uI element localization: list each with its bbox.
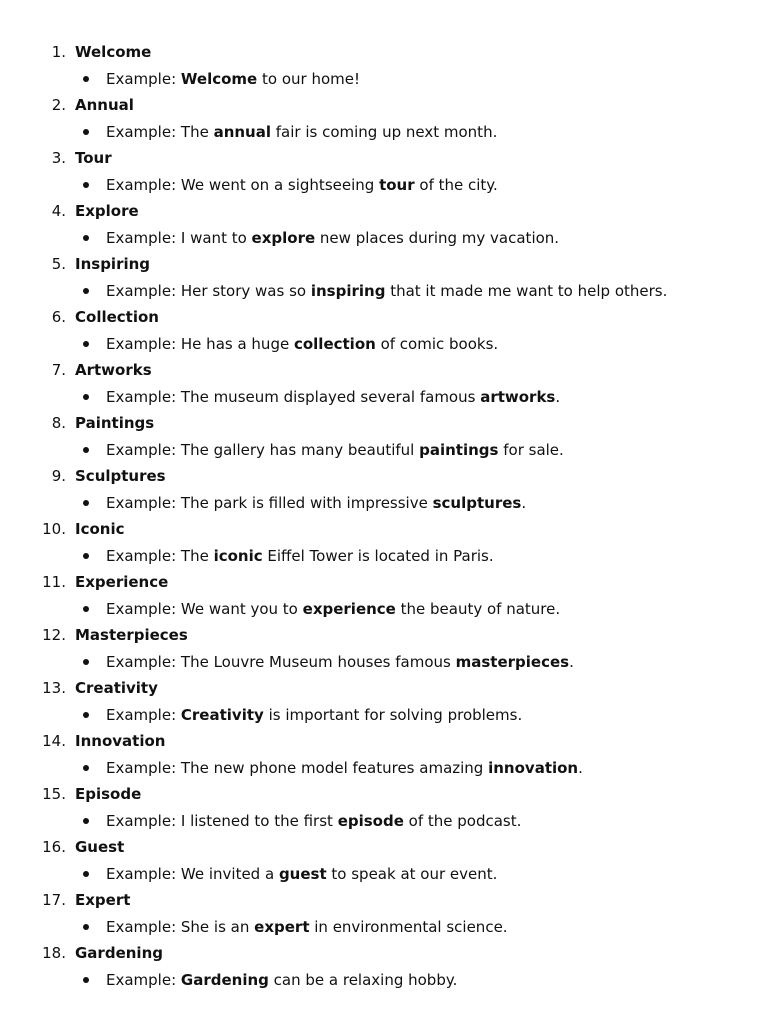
example-label: Example: [106, 705, 181, 724]
vocabulary-term: Guest [75, 838, 125, 856]
bullet-icon [83, 871, 89, 877]
vocabulary-term: Experience [75, 573, 169, 591]
example-text-after: can be a relaxing hobby. [268, 970, 458, 989]
bullet-icon [83, 818, 89, 824]
example-text-after: the beauty of nature. [395, 599, 561, 618]
example-text-before: I listened to the first [180, 811, 338, 830]
example-label: Example: [106, 970, 181, 989]
list-item-number: 8. [51, 414, 66, 432]
vocabulary-term: Artworks [75, 361, 152, 379]
vocabulary-term: Creativity [75, 679, 158, 697]
bullet-icon [83, 394, 89, 400]
example-keyword: collection [293, 334, 376, 353]
example-label: Example: [106, 228, 181, 247]
vocabulary-term: Annual [75, 96, 134, 114]
example-text-before: He has a huge [180, 334, 294, 353]
bullet-icon [83, 924, 89, 930]
vocabulary-term: Masterpieces [75, 626, 188, 644]
example-label: Example: [106, 864, 181, 883]
example-label: Example: [106, 493, 181, 512]
list-item-number: 17. [42, 891, 66, 909]
example-sentence [106, 333, 498, 355]
example-text-after: is important for solving problems. [263, 705, 523, 724]
example-sentence [106, 492, 526, 514]
list-item-number: 1. [51, 43, 66, 61]
list-item-number: 14. [42, 732, 66, 750]
example-sentence [106, 969, 457, 991]
example-label: Example: [106, 69, 181, 88]
list-item-number: 12. [42, 626, 66, 644]
example-label: Example: [106, 175, 181, 194]
example-text-after: of the city. [414, 175, 498, 194]
bullet-icon [83, 341, 89, 347]
vocabulary-term: Tour [75, 149, 112, 167]
example-keyword: innovation [488, 758, 579, 777]
example-sentence [106, 916, 508, 938]
bullet-icon [83, 977, 89, 983]
example-label: Example: [106, 387, 181, 406]
bullet-icon [83, 606, 89, 612]
example-label: Example: [106, 652, 181, 671]
example-keyword: explore [251, 228, 316, 247]
example-keyword: Gardening [180, 970, 269, 989]
example-sentence [106, 227, 559, 249]
vocabulary-term: Gardening [75, 944, 163, 962]
example-label: Example: [106, 811, 181, 830]
list-item-number: 11. [42, 573, 66, 591]
bullet-icon [83, 659, 89, 665]
example-text-before: Her story was so [180, 281, 311, 300]
list-item-number: 6. [51, 308, 66, 326]
bullet-icon [83, 76, 89, 82]
list-item-number: 10. [42, 520, 66, 538]
example-text-before: The [180, 122, 214, 141]
example-text-after: in environmental science. [309, 917, 508, 936]
example-sentence [106, 757, 583, 779]
example-label: Example: [106, 758, 181, 777]
example-sentence [106, 386, 560, 408]
list-item-number: 4. [51, 202, 66, 220]
example-label: Example: [106, 546, 181, 565]
example-keyword: experience [302, 599, 396, 618]
list-item-number: 16. [42, 838, 66, 856]
vocabulary-term: Paintings [75, 414, 155, 432]
example-text-after: . [569, 652, 574, 671]
bullet-icon [83, 182, 89, 188]
example-text-before: We want you to [180, 599, 303, 618]
bullet-icon [83, 765, 89, 771]
example-sentence [106, 704, 522, 726]
example-sentence [106, 439, 564, 461]
example-text-after: to speak at our event. [326, 864, 498, 883]
example-sentence [106, 598, 560, 620]
example-text-before: We went on a sightseeing [180, 175, 380, 194]
example-text-before: The park is filled with impressive [180, 493, 433, 512]
example-keyword: artworks [480, 387, 556, 406]
list-item-number: 3. [51, 149, 66, 167]
example-keyword: episode [337, 811, 404, 830]
example-text-after: to our home! [257, 69, 360, 88]
example-sentence [106, 545, 494, 567]
list-item-number: 15. [42, 785, 66, 803]
example-sentence [106, 68, 360, 90]
vocabulary-term: Welcome [75, 43, 152, 61]
example-keyword: annual [213, 122, 271, 141]
bullet-icon [83, 553, 89, 559]
example-keyword: guest [278, 864, 327, 883]
list-item-number: 18. [42, 944, 66, 962]
example-label: Example: [106, 440, 181, 459]
list-item-number: 5. [51, 255, 66, 273]
example-keyword: Welcome [180, 69, 258, 88]
example-text-before: The [180, 546, 214, 565]
example-sentence [106, 174, 498, 196]
vocabulary-term: Episode [75, 785, 142, 803]
vocabulary-term: Sculptures [75, 467, 166, 485]
bullet-icon [83, 712, 89, 718]
example-text-after: . [555, 387, 561, 406]
example-text-after: . [578, 758, 583, 777]
example-text-after: new places during my vacation. [315, 228, 560, 247]
example-sentence [106, 280, 667, 302]
example-sentence [106, 810, 521, 832]
example-sentence [106, 651, 574, 673]
bullet-icon [83, 129, 89, 135]
example-text-after: Eiffel Tower is located in Paris. [262, 546, 494, 565]
list-item-number: 13. [42, 679, 66, 697]
vocabulary-term: Iconic [75, 520, 125, 538]
example-text-before: I want to [180, 228, 252, 247]
example-label: Example: [106, 122, 181, 141]
bullet-icon [83, 447, 89, 453]
example-label: Example: [106, 334, 181, 353]
example-text-before: The museum displayed several famous [180, 387, 481, 406]
example-text-before: The new phone model features amazing [180, 758, 489, 777]
example-text-after: of the podcast. [403, 811, 522, 830]
example-text-after: . [521, 493, 527, 512]
bullet-icon [83, 500, 89, 506]
example-text-after: of comic books. [375, 334, 499, 353]
example-text-after: that it made me want to help others. [385, 281, 668, 300]
vocabulary-term: Expert [75, 891, 131, 909]
example-text-after: for sale. [498, 440, 564, 459]
vocabulary-term: Explore [75, 202, 139, 220]
example-keyword: sculptures [432, 493, 522, 512]
vocabulary-term: Inspiring [75, 255, 151, 273]
example-keyword: masterpieces [455, 652, 570, 671]
list-item-number: 2. [51, 96, 66, 114]
example-keyword: paintings [419, 440, 499, 459]
example-text-before: We invited a [180, 864, 279, 883]
list-item-number: 7. [51, 361, 66, 379]
bullet-icon [83, 235, 89, 241]
example-text-before: The Louvre Museum houses famous [180, 652, 456, 671]
example-text-before: She is an [180, 917, 255, 936]
example-keyword: Creativity [180, 705, 264, 724]
example-keyword: inspiring [310, 281, 386, 300]
example-label: Example: [106, 917, 181, 936]
example-text-before: The gallery has many beautiful [180, 440, 420, 459]
example-label: Example: [106, 281, 181, 300]
example-sentence [106, 121, 497, 143]
example-sentence [106, 863, 497, 885]
example-text-after: fair is coming up next month. [271, 122, 498, 141]
vocabulary-term: Collection [75, 308, 159, 326]
example-keyword: tour [379, 175, 415, 194]
vocabulary-term: Innovation [75, 732, 166, 750]
bullet-icon [83, 288, 89, 294]
list-item-number: 9. [51, 467, 66, 485]
example-label: Example: [106, 599, 181, 618]
example-keyword: iconic [213, 546, 263, 565]
example-keyword: expert [254, 917, 310, 936]
